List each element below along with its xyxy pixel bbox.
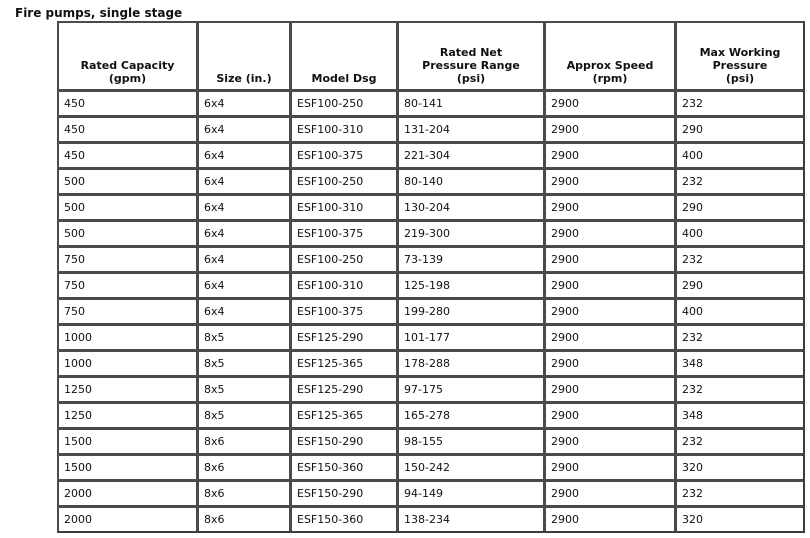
approx-speed-cell: 2900	[546, 118, 677, 144]
pressure-range-cell: 101-177	[399, 326, 546, 352]
pressure-range-cell: 221-304	[399, 144, 546, 170]
header-text: Pressure Range	[422, 59, 520, 72]
table-row	[59, 404, 803, 430]
max-working-pressure-cell: 290	[677, 196, 803, 222]
approx-speed-cell: 2900	[546, 170, 677, 196]
model-dsg-cell: ESF150-360	[292, 456, 399, 482]
pressure-range-cell: 130-204	[399, 196, 546, 222]
pressure-range-cell: 138-234	[399, 508, 546, 531]
size-cell: 8x6	[199, 508, 292, 531]
model-dsg-cell: ESF125-365	[292, 352, 399, 378]
approx-speed-cell: 2900	[546, 326, 677, 352]
model-dsg-cell: ESF150-360	[292, 508, 399, 531]
table-header-row	[59, 23, 803, 92]
column-header-model-dsg	[292, 23, 399, 92]
header-unit: (gpm)	[108, 72, 147, 85]
approx-speed-cell: 2900	[546, 482, 677, 508]
column-header-size	[199, 23, 292, 92]
fire-pump-table-container	[57, 21, 801, 533]
approx-speed-cell: 2900	[546, 274, 677, 300]
approx-speed-cell: 2900	[546, 222, 677, 248]
model-dsg-cell: ESF100-310	[292, 274, 399, 300]
pressure-range-cell: 98-155	[399, 430, 546, 456]
table-row	[59, 482, 803, 508]
pressure-range-cell: 165-278	[399, 404, 546, 430]
column-header-rated-capacity	[59, 23, 199, 92]
pressure-range-cell: 131-204	[399, 118, 546, 144]
size-cell: 6x4	[199, 92, 292, 118]
approx-speed-cell: 2900	[546, 456, 677, 482]
table-row	[59, 92, 803, 118]
size-cell: 6x4	[199, 222, 292, 248]
max-working-pressure-cell: 400	[677, 222, 803, 248]
size-cell: 6x4	[199, 274, 292, 300]
max-working-pressure-cell: 232	[677, 170, 803, 196]
table-row	[59, 352, 803, 378]
page-title: Fire pumps, single stage	[15, 6, 183, 20]
rated-capacity-cell: 500	[59, 222, 199, 248]
size-cell: 8x5	[199, 404, 292, 430]
column-header-pressure-range	[399, 23, 546, 92]
rated-capacity-cell: 1250	[59, 378, 199, 404]
size-cell: 8x6	[199, 430, 292, 456]
header-unit: (psi)	[456, 72, 486, 85]
rated-capacity-cell: 450	[59, 144, 199, 170]
rated-capacity-cell: 1000	[59, 352, 199, 378]
rated-capacity-cell: 1500	[59, 456, 199, 482]
header-text: Approx Speed	[566, 59, 654, 72]
max-working-pressure-cell: 232	[677, 248, 803, 274]
size-cell: 8x5	[199, 378, 292, 404]
pressure-range-cell: 125-198	[399, 274, 546, 300]
max-working-pressure-cell: 290	[677, 274, 803, 300]
approx-speed-cell: 2900	[546, 300, 677, 326]
table-row	[59, 456, 803, 482]
size-cell: 6x4	[199, 300, 292, 326]
size-cell: 6x4	[199, 248, 292, 274]
rated-capacity-cell: 2000	[59, 508, 199, 531]
size-cell: 8x5	[199, 352, 292, 378]
fire-pump-spec-table	[57, 21, 805, 533]
max-working-pressure-cell: 232	[677, 430, 803, 456]
pressure-range-cell: 199-280	[399, 300, 546, 326]
max-working-pressure-cell: 320	[682, 513, 703, 526]
size-cell: 6x4	[199, 196, 292, 222]
table-row	[59, 196, 803, 222]
size-cell: 8x6	[199, 456, 292, 482]
rated-capacity-cell: 1000	[59, 326, 199, 352]
approx-speed-cell: 2900	[546, 352, 677, 378]
table-row	[59, 222, 803, 248]
size-cell: 8x6	[199, 482, 292, 508]
model-dsg-cell: ESF125-290	[292, 326, 399, 352]
column-header-max-working-pressure	[677, 23, 803, 92]
rated-capacity-cell: 450	[59, 92, 199, 118]
size-cell: 6x4	[199, 118, 292, 144]
header-text: Rated Capacity	[80, 59, 175, 72]
model-dsg-cell: ESF100-375	[292, 144, 399, 170]
table-row	[59, 326, 803, 352]
rated-capacity-cell: 2000	[59, 482, 199, 508]
header-text: Rated Net	[439, 46, 503, 59]
header-text: Max Working	[699, 46, 781, 59]
size-cell: 6x4	[199, 144, 292, 170]
max-working-pressure-cell: 400	[677, 300, 803, 326]
max-working-pressure-cell: 320	[677, 456, 803, 482]
max-working-pressure-cell: 400	[677, 144, 803, 170]
model-dsg-cell: ESF100-310	[292, 196, 399, 222]
model-dsg-cell: ESF100-310	[292, 118, 399, 144]
pressure-range-cell: 73-139	[399, 248, 546, 274]
header-unit: (psi)	[725, 72, 755, 85]
size-cell: 6x4	[199, 170, 292, 196]
model-dsg-cell: ESF100-375	[292, 300, 399, 326]
max-working-pressure-cell: 232	[677, 92, 803, 118]
table-row	[59, 430, 803, 456]
header-text: Size (in.)	[216, 72, 272, 85]
model-dsg-cell: ESF150-290	[292, 430, 399, 456]
model-dsg-cell: ESF125-290	[292, 378, 399, 404]
model-dsg-cell: ESF100-375	[292, 222, 399, 248]
max-working-pressure-cell: 232	[677, 482, 803, 508]
rated-capacity-cell: 450	[59, 118, 199, 144]
pressure-range-cell: 178-288	[399, 352, 546, 378]
model-dsg-cell: ESF100-250	[292, 92, 399, 118]
rated-capacity-cell: 750	[59, 300, 199, 326]
rated-capacity-cell: 1250	[59, 404, 199, 430]
rated-capacity-cell: 500	[59, 170, 199, 196]
approx-speed-cell: 2900	[546, 248, 677, 274]
approx-speed-cell: 2900	[546, 92, 677, 118]
header-unit: (rpm)	[592, 72, 628, 85]
pressure-range-cell: 80-141	[399, 92, 546, 118]
model-dsg-cell: ESF150-290	[292, 482, 399, 508]
column-header-approx-speed	[546, 23, 677, 92]
rated-capacity-cell: 500	[59, 196, 199, 222]
table-row	[59, 300, 803, 326]
table-row	[59, 274, 803, 300]
table-row	[59, 378, 803, 404]
table-body	[59, 92, 803, 531]
pressure-range-cell: 219-300	[399, 222, 546, 248]
approx-speed-cell: 2900	[546, 196, 677, 222]
pressure-range-cell: 150-242	[399, 456, 546, 482]
table-row	[59, 118, 803, 144]
max-working-pressure-cell: 348	[677, 404, 803, 430]
approx-speed-cell: 2900	[546, 430, 677, 456]
header-text: Model Dsg	[311, 72, 377, 85]
pressure-range-cell: 80-140	[399, 170, 546, 196]
model-dsg-cell: ESF100-250	[292, 248, 399, 274]
header-text: Pressure	[712, 59, 768, 72]
approx-speed-cell: 2900	[546, 378, 677, 404]
table-row	[59, 144, 803, 170]
max-working-pressure-cell: 290	[677, 118, 803, 144]
table-row	[59, 508, 803, 531]
table-row	[59, 248, 803, 274]
approx-speed-cell: 2900	[546, 404, 677, 430]
approx-speed-cell: 2900	[546, 144, 677, 170]
pressure-range-cell: 97-175	[399, 378, 546, 404]
pressure-range-cell: 94-149	[399, 482, 546, 508]
max-working-pressure-cell: 232	[677, 326, 803, 352]
rated-capacity-cell: 750	[59, 248, 199, 274]
size-cell: 8x5	[199, 326, 292, 352]
table-row	[59, 170, 803, 196]
max-working-pressure-cell: 348	[677, 352, 803, 378]
max-working-pressure-cell: 232	[677, 378, 803, 404]
approx-speed-cell: 2900	[546, 508, 677, 531]
rated-capacity-cell: 1500	[59, 430, 199, 456]
model-dsg-cell: ESF125-365	[292, 404, 399, 430]
rated-capacity-cell: 750	[59, 274, 199, 300]
model-dsg-cell: ESF100-250	[292, 170, 399, 196]
